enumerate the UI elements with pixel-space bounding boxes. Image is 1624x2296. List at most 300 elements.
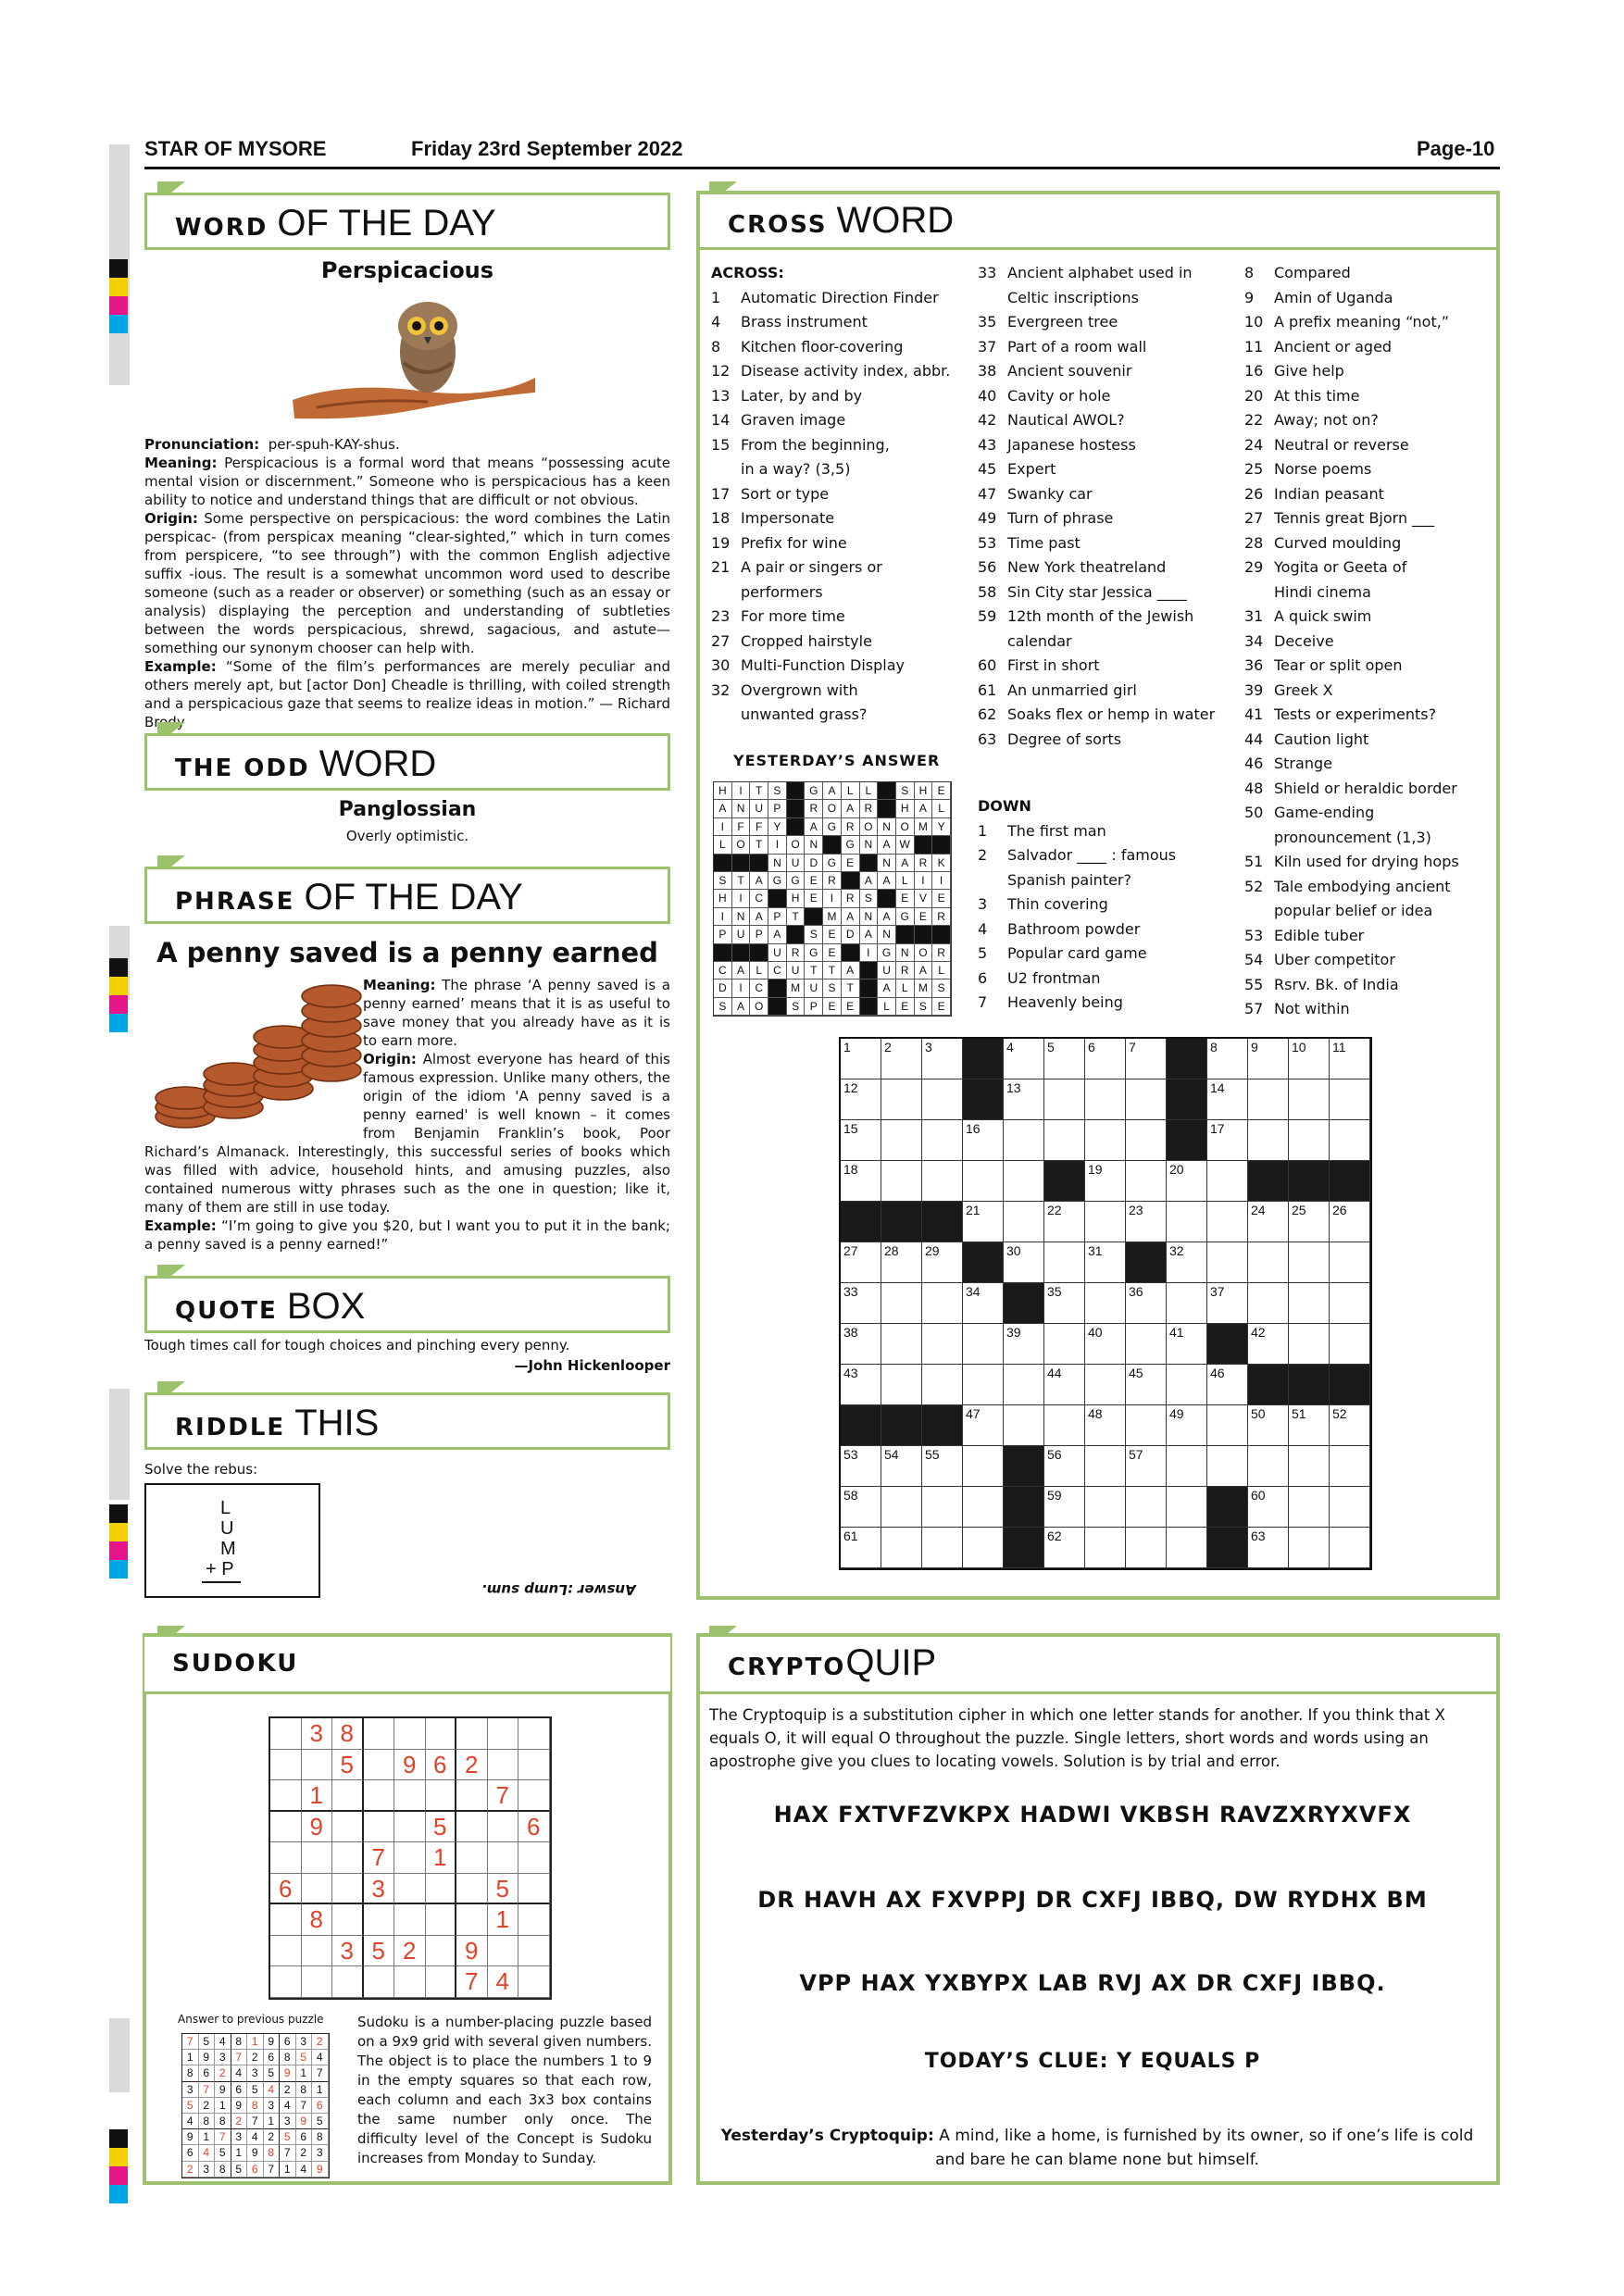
clue-number: 5 [978, 944, 988, 962]
grid-cell[interactable] [881, 1446, 922, 1487]
grid-cell[interactable] [922, 1079, 963, 1120]
grid-cell[interactable] [1085, 1283, 1126, 1324]
clue-number: 15 [711, 435, 731, 454]
grid-cell[interactable] [1085, 1528, 1126, 1568]
black-square [787, 800, 806, 817]
grid-cell[interactable] [1330, 1283, 1370, 1324]
black-square [860, 980, 879, 997]
grid-cell[interactable] [1126, 1202, 1167, 1242]
grid-cell[interactable] [1289, 1324, 1330, 1365]
sudoku-cell[interactable]: 6 [426, 1750, 457, 1781]
grid-cell[interactable] [1085, 1405, 1126, 1446]
clue-number: 1 [843, 1040, 851, 1054]
grid-cell[interactable] [922, 1365, 963, 1405]
sudoku-cell[interactable] [394, 1842, 426, 1874]
clue-row [978, 531, 1215, 556]
grid-cell[interactable] [1289, 1446, 1330, 1487]
clue-row [1244, 359, 1459, 384]
origin-label: Origin: [363, 1051, 417, 1067]
grid-cell[interactable] [1085, 1487, 1126, 1528]
sudoku-cell[interactable] [332, 1966, 364, 1998]
grid-cell[interactable] [1044, 1365, 1085, 1405]
sudoku-cell[interactable] [426, 1936, 457, 1967]
grid-cell[interactable] [1004, 1242, 1044, 1283]
sudoku-cell[interactable] [332, 1812, 364, 1843]
clue-number: 24 [1244, 435, 1264, 454]
grid-cell[interactable] [1167, 1283, 1207, 1324]
grid-cell[interactable] [841, 1528, 881, 1568]
sudoku-cell[interactable]: 8 [302, 1904, 333, 1936]
sudoku-cell[interactable] [426, 1874, 457, 1905]
sudoku-cell[interactable] [302, 1750, 333, 1781]
grid-cell[interactable] [841, 1446, 881, 1487]
rebus-letter: L [220, 1498, 231, 1518]
sudoku-cell[interactable] [302, 1936, 333, 1967]
black-square [932, 836, 951, 854]
grid-cell[interactable] [1248, 1487, 1289, 1528]
grid-cell[interactable] [1085, 1120, 1126, 1161]
sudoku-cell[interactable]: 5 [364, 1936, 395, 1967]
grid-cell[interactable] [922, 1120, 963, 1161]
grid-cell[interactable] [1330, 1446, 1370, 1487]
grid-cell[interactable] [841, 1120, 881, 1161]
sudoku-cell[interactable]: 4 [488, 1966, 519, 1998]
clue-number: 53 [978, 533, 997, 552]
answer-cell: 7 [199, 2082, 216, 2098]
sudoku-cell[interactable] [332, 1842, 364, 1874]
grid-cell[interactable] [1167, 1528, 1207, 1568]
clue-number: 2 [884, 1040, 892, 1054]
answer-cell: G [823, 855, 842, 872]
clue-number: 30 [711, 656, 731, 674]
crossword-grid[interactable] [839, 1037, 1372, 1570]
sudoku-cell[interactable]: 2 [394, 1936, 426, 1967]
sudoku-cell[interactable] [518, 1936, 550, 1967]
grid-cell[interactable] [1085, 1039, 1126, 1079]
sudoku-cell[interactable] [426, 1780, 457, 1812]
grid-cell[interactable] [922, 1528, 963, 1568]
grid-cell[interactable] [1126, 1283, 1167, 1324]
sudoku-cell[interactable] [488, 1812, 519, 1843]
sudoku-cell[interactable] [518, 1966, 550, 1998]
grid-cell[interactable] [1330, 1079, 1370, 1120]
sudoku-cell[interactable] [518, 1718, 550, 1750]
grid-cell[interactable] [922, 1039, 963, 1079]
grid-cell[interactable] [841, 1324, 881, 1365]
grid-cell[interactable] [1207, 1120, 1248, 1161]
grid-cell[interactable] [1004, 1202, 1044, 1242]
answer-cell: 9 [182, 2129, 199, 2145]
sudoku-cell[interactable] [394, 1874, 426, 1905]
grid-cell[interactable] [841, 1487, 881, 1528]
grid-cell[interactable] [1044, 1079, 1085, 1120]
sudoku-cell[interactable] [270, 1966, 302, 1998]
sudoku-cell[interactable] [456, 1842, 488, 1874]
grid-cell[interactable] [1004, 1079, 1044, 1120]
clue-number: 37 [978, 337, 997, 356]
grid-cell[interactable] [1330, 1528, 1370, 1568]
title-big: OF THE DAY [277, 203, 496, 243]
clue-number: 26 [1244, 484, 1264, 503]
grid-cell[interactable] [1167, 1324, 1207, 1365]
grid-cell[interactable] [841, 1079, 881, 1120]
grid-cell[interactable] [1207, 1202, 1248, 1242]
grid-cell[interactable] [1044, 1039, 1085, 1079]
grid-cell[interactable] [1126, 1528, 1167, 1568]
sudoku-cell[interactable] [364, 1812, 395, 1843]
sudoku-cell[interactable]: 3 [302, 1718, 333, 1750]
grid-cell[interactable] [1126, 1446, 1167, 1487]
sudoku-cell[interactable] [394, 1718, 426, 1750]
printer-strip-bottom [109, 2018, 130, 2092]
grid-cell[interactable] [1004, 1365, 1044, 1405]
clue-text: U2 frontman [1007, 968, 1101, 987]
sudoku-cell[interactable] [302, 1966, 333, 1998]
clue-text: Ancient souvenir [1007, 362, 1132, 380]
clue-row [711, 679, 950, 704]
grid-cell[interactable] [963, 1283, 1004, 1324]
sudoku-cell[interactable]: 8 [332, 1718, 364, 1750]
sudoku-cell[interactable]: 3 [364, 1874, 395, 1905]
sudoku-cell[interactable] [518, 1780, 550, 1812]
sudoku-cell[interactable] [456, 1812, 488, 1843]
clue-text: calendar [1007, 631, 1072, 650]
sudoku-cell[interactable] [270, 1936, 302, 1967]
grid-cell[interactable] [1167, 1446, 1207, 1487]
grid-cell[interactable] [1207, 1446, 1248, 1487]
title-small: RIDDLE [175, 1414, 286, 1441]
grid-cell[interactable] [1167, 1202, 1207, 1242]
grid-cell[interactable] [1207, 1242, 1248, 1283]
grid-cell[interactable] [1167, 1365, 1207, 1405]
grid-cell[interactable] [1207, 1039, 1248, 1079]
answer-cell: T [787, 908, 806, 926]
down-heading: DOWN [978, 797, 1031, 815]
grid-cell[interactable] [922, 1161, 963, 1202]
sudoku-cell[interactable]: 5 [332, 1750, 364, 1781]
sudoku-cell[interactable] [518, 1842, 550, 1874]
grid-cell[interactable] [1085, 1161, 1126, 1202]
sudoku-cell[interactable] [364, 1750, 395, 1781]
grid-cell[interactable] [1126, 1405, 1167, 1446]
sudoku-cell[interactable]: 1 [488, 1904, 519, 1936]
grid-cell[interactable] [1167, 1487, 1207, 1528]
grid-cell[interactable] [881, 1528, 922, 1568]
answer-cell: S [787, 998, 806, 1016]
clue-text: Swanky car [1007, 484, 1093, 503]
grid-cell[interactable] [881, 1120, 922, 1161]
sudoku-cell[interactable] [364, 1718, 395, 1750]
grid-cell[interactable] [963, 1161, 1004, 1202]
grid-cell[interactable] [1044, 1120, 1085, 1161]
answer-cell: L [842, 782, 860, 800]
clue-text: Compared [1274, 264, 1351, 281]
grid-cell[interactable] [1207, 1079, 1248, 1120]
grid-cell[interactable] [1167, 1161, 1207, 1202]
sudoku-cell[interactable]: 7 [488, 1780, 519, 1812]
black-square [860, 998, 879, 1016]
sudoku-cell[interactable]: 7 [364, 1842, 395, 1874]
sudoku-cell[interactable] [332, 1874, 364, 1905]
grid-cell[interactable] [1330, 1202, 1370, 1242]
grid-cell[interactable] [881, 1039, 922, 1079]
riddle-title [144, 1392, 670, 1450]
grid-cell[interactable] [963, 1405, 1004, 1446]
sudoku-cell[interactable] [394, 1812, 426, 1843]
sudoku-cell[interactable]: 3 [332, 1936, 364, 1967]
grid-cell[interactable] [1126, 1039, 1167, 1079]
grid-cell[interactable] [1207, 1405, 1248, 1446]
sudoku-cell[interactable] [456, 1718, 488, 1750]
grid-cell[interactable] [1248, 1120, 1289, 1161]
grid-cell[interactable] [1207, 1161, 1248, 1202]
grid-cell[interactable] [1044, 1202, 1085, 1242]
sudoku-cell[interactable]: 7 [456, 1966, 488, 1998]
sudoku-cell[interactable] [518, 1904, 550, 1936]
grid-cell[interactable] [1289, 1039, 1330, 1079]
clue-number: 20 [1244, 386, 1264, 405]
title-big: WORD [836, 200, 955, 241]
sudoku-cell[interactable] [426, 1966, 457, 1998]
grid-cell[interactable] [1044, 1405, 1085, 1446]
grid-cell[interactable] [1167, 1405, 1207, 1446]
answer-cell: M [915, 818, 933, 836]
answer-cell: I [823, 890, 842, 907]
clue-number: 12 [711, 362, 731, 380]
grid-cell[interactable] [963, 1120, 1004, 1161]
answer-cell: 3 [182, 2082, 199, 2098]
clue-number: 19 [711, 533, 731, 552]
grid-cell[interactable] [1044, 1528, 1085, 1568]
grid-cell[interactable] [1126, 1324, 1167, 1365]
answer-cell: T [732, 872, 751, 890]
grid-cell[interactable] [1085, 1079, 1126, 1120]
grid-cell[interactable] [1044, 1324, 1085, 1365]
grid-cell[interactable] [1044, 1446, 1085, 1487]
grid-cell[interactable] [1248, 1405, 1289, 1446]
grid-cell[interactable] [881, 1283, 922, 1324]
grid-cell[interactable] [1044, 1487, 1085, 1528]
answer-cell: G [878, 944, 896, 962]
grid-cell[interactable] [1248, 1202, 1289, 1242]
sudoku-cell[interactable]: 9 [456, 1936, 488, 1967]
grid-cell[interactable] [881, 1161, 922, 1202]
grid-cell[interactable] [1289, 1283, 1330, 1324]
grid-cell[interactable] [1248, 1528, 1289, 1568]
grid-cell[interactable] [922, 1242, 963, 1283]
grid-cell[interactable] [1085, 1242, 1126, 1283]
sudoku-cell[interactable] [518, 1750, 550, 1781]
grid-cell[interactable] [1085, 1202, 1126, 1242]
sudoku-cell[interactable] [332, 1780, 364, 1812]
sudoku-cell[interactable]: 6 [518, 1812, 550, 1843]
riddle-answer: Answer :Lump sum. [481, 1581, 636, 1598]
grid-cell[interactable] [1289, 1202, 1330, 1242]
grid-cell[interactable] [1085, 1365, 1126, 1405]
sudoku-cell[interactable]: 5 [426, 1812, 457, 1843]
sudoku-cell[interactable]: 1 [426, 1842, 457, 1874]
sudoku-cell[interactable] [488, 1750, 519, 1781]
clue-row [1244, 335, 1459, 360]
clue-text: At this time [1274, 386, 1360, 405]
black-square [1167, 1120, 1207, 1161]
grid-cell[interactable] [1004, 1405, 1044, 1446]
grid-cell[interactable] [1289, 1079, 1330, 1120]
sudoku-cell[interactable] [270, 1780, 302, 1812]
grid-cell[interactable] [1289, 1120, 1330, 1161]
meaning: Perspicacious is a formal word that means “possessing acute mental vision or discernment.” Someone who is perspicacious has a keen ability to notice and understand things that are difficult or not obvious. [144, 455, 670, 508]
title-small: PHRASE [175, 888, 295, 916]
grid-cell[interactable] [1004, 1039, 1044, 1079]
sudoku-cell[interactable] [394, 1780, 426, 1812]
sudoku-cell[interactable]: 9 [302, 1812, 333, 1843]
sudoku-cell[interactable] [364, 1780, 395, 1812]
clue-number: 41 [1169, 1325, 1184, 1340]
sudoku-cell[interactable] [426, 1718, 457, 1750]
sudoku-cell[interactable] [364, 1966, 395, 1998]
grid-cell[interactable] [1330, 1324, 1370, 1365]
grid-cell[interactable] [1126, 1365, 1167, 1405]
answer-cell: R [805, 800, 823, 817]
sudoku-cell[interactable] [394, 1904, 426, 1936]
sudoku-cell[interactable] [426, 1904, 457, 1936]
black-square [787, 818, 806, 836]
clue-number: 6 [978, 968, 988, 987]
clue-number: 39 [1244, 680, 1264, 699]
grid-cell[interactable] [1207, 1283, 1248, 1324]
sudoku-cell[interactable] [270, 1750, 302, 1781]
clue-row [978, 335, 1215, 360]
grid-cell[interactable] [881, 1365, 922, 1405]
grid-cell[interactable] [922, 1446, 963, 1487]
grid-cell[interactable] [922, 1487, 963, 1528]
grid-cell[interactable] [1126, 1120, 1167, 1161]
grid-cell[interactable] [963, 1324, 1004, 1365]
answer-cell: N [860, 836, 879, 854]
answer-cell: 4 [296, 2162, 313, 2177]
answer-cell: 1 [312, 2082, 329, 2098]
answer-cell: 9 [215, 2082, 231, 2098]
sudoku-cell[interactable] [332, 1904, 364, 1936]
rebus-rule [202, 1581, 241, 1583]
grid-cell[interactable] [1004, 1120, 1044, 1161]
grid-cell[interactable] [881, 1324, 922, 1365]
clue-text: Automatic Direction Finder [741, 288, 939, 306]
grid-cell[interactable] [1289, 1405, 1330, 1446]
grid-cell[interactable] [1248, 1079, 1289, 1120]
pron-label: Pronunciation: [144, 436, 260, 453]
answer-cell: 8 [182, 2065, 199, 2081]
sudoku-cell[interactable] [270, 1718, 302, 1750]
yesterday-cryptoquip-label: Yesterday’s Cryptoquip: [720, 2127, 934, 2145]
sudoku-cell[interactable] [270, 1904, 302, 1936]
answer-cell: 7 [247, 2114, 264, 2129]
grid-cell[interactable] [1085, 1446, 1126, 1487]
grid-cell[interactable] [1289, 1487, 1330, 1528]
grid-cell[interactable] [881, 1487, 922, 1528]
grid-cell[interactable] [841, 1161, 881, 1202]
grid-cell[interactable] [1330, 1405, 1370, 1446]
grid-cell[interactable] [963, 1487, 1004, 1528]
grid-cell[interactable] [1004, 1324, 1044, 1365]
sudoku-cell[interactable] [488, 1842, 519, 1874]
grid-cell[interactable] [1330, 1039, 1370, 1079]
grid-cell[interactable] [1248, 1324, 1289, 1365]
grid-cell[interactable] [1044, 1242, 1085, 1283]
header-rule [144, 167, 1500, 169]
clue-row [1244, 506, 1459, 531]
sudoku-cell[interactable]: 6 [270, 1874, 302, 1905]
answer-cell: 3 [247, 2065, 264, 2081]
grid-cell[interactable] [841, 1039, 881, 1079]
down-clues-continued [1244, 261, 1459, 1022]
sudoku-cell[interactable] [518, 1874, 550, 1905]
grid-cell[interactable] [1004, 1161, 1044, 1202]
grid-cell[interactable] [922, 1324, 963, 1365]
sudoku-cell[interactable] [488, 1936, 519, 1967]
sudoku-cell[interactable] [302, 1842, 333, 1874]
clue-row [1244, 261, 1459, 286]
grid-cell[interactable] [963, 1528, 1004, 1568]
grid-cell[interactable] [841, 1283, 881, 1324]
sudoku-cell[interactable] [364, 1904, 395, 1936]
grid-cell[interactable] [1044, 1283, 1085, 1324]
grid-cell[interactable] [1085, 1324, 1126, 1365]
sudoku-cell[interactable] [456, 1780, 488, 1812]
grid-cell[interactable] [881, 1079, 922, 1120]
sudoku-cell[interactable] [488, 1718, 519, 1750]
sudoku-cell[interactable] [456, 1874, 488, 1905]
grid-cell[interactable] [1330, 1487, 1370, 1528]
grid-cell[interactable] [1126, 1079, 1167, 1120]
grid-cell[interactable] [922, 1283, 963, 1324]
grid-cell[interactable] [841, 1242, 881, 1283]
title-big: BOX [286, 1286, 366, 1327]
answer-cell: C [750, 890, 768, 907]
black-square [768, 998, 787, 1016]
grid-cell[interactable] [1207, 1365, 1248, 1405]
sudoku-cell[interactable] [394, 1966, 426, 1998]
sudoku-cell[interactable] [270, 1812, 302, 1843]
grid-cell[interactable] [841, 1365, 881, 1405]
answer-cell: N [878, 855, 896, 872]
grid-cell[interactable] [963, 1365, 1004, 1405]
grid-cell[interactable] [963, 1446, 1004, 1487]
grid-cell[interactable] [1248, 1283, 1289, 1324]
sudoku-cell[interactable] [270, 1842, 302, 1874]
sudoku-cell[interactable]: 5 [488, 1874, 519, 1905]
grid-cell[interactable] [1330, 1120, 1370, 1161]
answer-cell: R [787, 944, 806, 962]
grid-cell[interactable] [963, 1202, 1004, 1242]
grid-cell[interactable] [1289, 1242, 1330, 1283]
grid-cell[interactable] [1289, 1528, 1330, 1568]
grid-cell[interactable] [1248, 1446, 1289, 1487]
grid-cell[interactable] [1167, 1242, 1207, 1283]
answer-cell: A [878, 836, 896, 854]
grid-cell[interactable] [1248, 1242, 1289, 1283]
sudoku-cell[interactable] [456, 1904, 488, 1936]
grid-cell[interactable] [1126, 1487, 1167, 1528]
grid-cell[interactable] [881, 1242, 922, 1283]
sudoku-cell[interactable]: 2 [456, 1750, 488, 1781]
grid-cell[interactable] [1248, 1039, 1289, 1079]
grid-cell[interactable] [1330, 1242, 1370, 1283]
sudoku-cell[interactable]: 9 [394, 1750, 426, 1781]
grid-cell[interactable] [1126, 1161, 1167, 1202]
sudoku-cell[interactable] [302, 1874, 333, 1905]
sudoku-cell[interactable]: 1 [302, 1780, 333, 1812]
